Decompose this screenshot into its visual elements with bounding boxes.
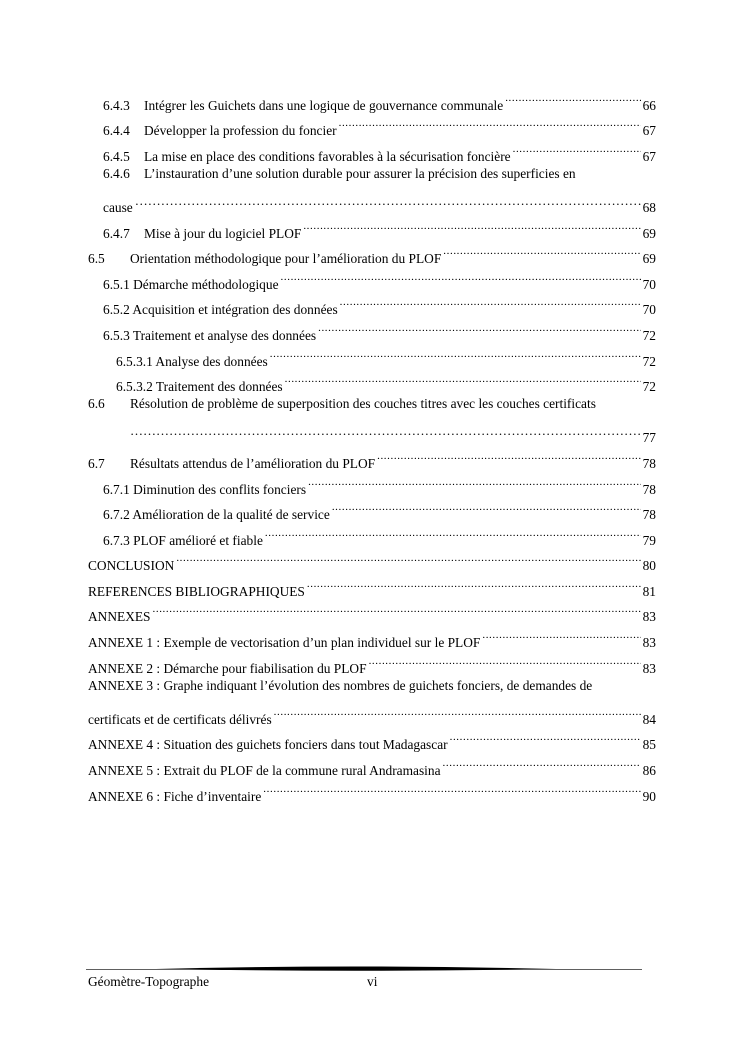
- toc-entry-page: 72: [642, 379, 656, 395]
- toc-entry-number: 6.7: [88, 455, 105, 471]
- toc-entry-title: ANNEXE 5 : Extrait du PLOF de la commune rural Andramasina: [88, 763, 441, 779]
- toc-entry[interactable]: [88, 494, 656, 523]
- toc-entry-page: 79: [642, 532, 656, 548]
- toc-entry-page: 83: [642, 635, 656, 651]
- toc-entry[interactable]: [88, 135, 656, 164]
- toc-entry-title: 6.5.2 Acquisition et intégration des données: [103, 302, 338, 318]
- toc-entry-title-continued: certificats et de certificats délivrés: [88, 711, 272, 727]
- toc-entry-page: 69: [642, 251, 656, 267]
- toc-entry-number: 6.4.6: [103, 165, 130, 181]
- dot-leader: [285, 366, 641, 392]
- dot-leader: [270, 340, 641, 366]
- dot-leader: [263, 775, 640, 801]
- toc-entry-title: 6.7.3 PLOF amélioré et fiable: [103, 532, 263, 548]
- toc-entry-page: 68: [642, 199, 656, 215]
- dot-leader: [443, 749, 641, 775]
- toc-entry-page: 83: [642, 609, 656, 625]
- toc-entry[interactable]: [88, 289, 656, 318]
- toc-entry-title: CONCLUSION: [88, 558, 175, 574]
- toc-entry[interactable]: [88, 647, 656, 676]
- toc-entry-number: 6.4.3: [103, 97, 130, 113]
- dot-leader: [332, 494, 641, 520]
- toc-entry-page: 70: [642, 276, 656, 292]
- toc-entry-page: 66: [642, 97, 656, 113]
- toc-entry[interactable]: [88, 519, 656, 548]
- footer-decorative-rule: [86, 964, 642, 972]
- toc-entry[interactable]: [88, 314, 656, 343]
- dot-leader: [369, 647, 641, 673]
- dot-leader: [308, 468, 641, 494]
- dot-leader: [482, 621, 640, 647]
- toc-entry-title: ANNEXE 6 : Fiche d’inventaire: [88, 788, 262, 804]
- dot-leader: [505, 84, 640, 110]
- toc-entry-number: 6.4.5: [103, 148, 130, 164]
- toc-entry[interactable]: [88, 468, 656, 497]
- toc-entry-page: 81: [642, 583, 656, 599]
- toc-entry-page: 78: [642, 455, 656, 471]
- toc-entry[interactable]: [88, 724, 656, 753]
- toc-entry-page: 72: [642, 353, 656, 369]
- toc-entry-page: 90: [642, 788, 656, 804]
- toc-entry-title: 6.5.1 Démarche méthodologique: [103, 276, 279, 292]
- toc-entry[interactable]: [88, 238, 656, 267]
- toc-entry-page: 69: [642, 225, 656, 241]
- toc-entry-title: REFERENCES BIBLIOGRAPHIQUES: [88, 583, 305, 599]
- toc-entry[interactable]: [88, 749, 656, 779]
- toc-entry-title: L’instauration d’une solution durable pour assurer la précision des superficies en: [144, 165, 576, 181]
- toc-entry-number: 6.6: [88, 396, 105, 412]
- toc-entry-number: 6.5: [88, 251, 105, 267]
- toc-entry[interactable]: [88, 84, 656, 113]
- toc-entry-title: Résultats attendus de l’amélioration du PLOF: [130, 455, 376, 471]
- toc-entry-title: ANNEXES: [88, 609, 151, 625]
- toc-entry-title: Mise à jour du logiciel PLOF: [144, 225, 302, 241]
- toc-entry[interactable]: [88, 621, 656, 651]
- toc-entry-page: 77: [642, 430, 656, 446]
- toc-entry-number: 6.4.7: [103, 225, 130, 241]
- dot-leader: [176, 545, 640, 571]
- dot-leader: [377, 442, 641, 468]
- toc-entry-page: 67: [642, 123, 656, 139]
- toc-entry-title-continued: cause: [103, 199, 133, 215]
- dot-leader: [318, 314, 641, 340]
- toc-entry-page: 85: [642, 737, 656, 753]
- dot-leader: [307, 570, 641, 596]
- toc-entry-title: La mise en place des conditions favorables à la sécurisation foncière: [144, 148, 511, 164]
- toc-entry[interactable]: [88, 596, 656, 625]
- toc-entry[interactable]: [88, 775, 656, 804]
- toc-entry[interactable]: [88, 391, 656, 446]
- toc-entry[interactable]: [88, 212, 656, 241]
- dot-leader: [153, 596, 641, 622]
- footer-page-number: vi: [367, 974, 378, 989]
- toc-entry[interactable]: [88, 110, 656, 139]
- toc-entry[interactable]: [88, 673, 656, 727]
- toc-entry-page: 78: [642, 507, 656, 523]
- toc-entry-page: 72: [642, 327, 656, 343]
- toc-entry-page: 80: [642, 558, 656, 574]
- toc-entry-title: Résolution de problème de superposition des couches titres avec les couches certificats: [130, 396, 596, 412]
- dot-leader: [513, 135, 641, 161]
- toc-entry-title: ANNEXE 1 : Exemple de vectorisation d’un plan individuel sur le PLOF: [88, 635, 481, 651]
- toc-entry-title: 6.5.3.2 Traitement des données: [116, 379, 283, 395]
- dot-leader: [340, 289, 641, 315]
- dot-leader: [450, 724, 641, 750]
- toc-entry[interactable]: [88, 340, 656, 369]
- toc-entry-title: Développer la profession du foncier: [144, 123, 337, 139]
- toc-entry-title: Intégrer les Guichets dans une logique de gouvernance communale: [144, 97, 504, 113]
- toc-entry-page: 86: [642, 763, 656, 779]
- toc-entry-title: 6.5.3.1 Analyse des données: [116, 353, 268, 369]
- toc-entry-number: 6.4.4: [103, 123, 130, 139]
- toc-entry-page: 70: [642, 302, 656, 318]
- toc-entry-title: 6.5.3 Traitement et analyse des données: [103, 327, 317, 343]
- toc-entry-page: 84: [642, 711, 656, 727]
- toc-entry[interactable]: [88, 263, 656, 292]
- toc-entry-title: ANNEXE 3 : Graphe indiquant l’évolution des nombres de guichets fonciers, de demandes de: [88, 677, 593, 693]
- toc-entry[interactable]: [88, 442, 656, 471]
- dot-leader: [130, 417, 641, 443]
- toc-entry-page: 78: [642, 481, 656, 497]
- toc-entry-title: ANNEXE 4 : Situation des guichets fonciers dans tout Madagascar: [88, 737, 448, 753]
- toc-entry-title: 6.7.2 Amélioration de la qualité de service: [103, 507, 330, 523]
- dot-leader: [303, 212, 640, 238]
- dot-leader: [135, 186, 641, 212]
- table-of-contents: [88, 84, 656, 804]
- dot-leader: [265, 519, 641, 545]
- dot-leader: [339, 110, 641, 136]
- toc-entry[interactable]: [88, 570, 656, 599]
- toc-entry[interactable]: [88, 366, 656, 395]
- toc-entry[interactable]: [88, 545, 656, 574]
- toc-entry-title: 6.7.1 Diminution des conflits fonciers: [103, 481, 307, 497]
- dot-leader: [274, 698, 641, 724]
- toc-entry-title: Orientation méthodologique pour l’amélioration du PLOF: [130, 251, 442, 267]
- footer-label: Géomètre-Topographe: [88, 974, 210, 989]
- dot-leader: [281, 263, 641, 289]
- toc-entry-title: ANNEXE 2 : Démarche pour fiabilisation du PLOF: [88, 660, 367, 676]
- toc-entry-page: 83: [642, 660, 656, 676]
- toc-entry[interactable]: [88, 161, 656, 215]
- toc-entry-page: 67: [642, 148, 656, 164]
- dot-leader: [443, 238, 640, 264]
